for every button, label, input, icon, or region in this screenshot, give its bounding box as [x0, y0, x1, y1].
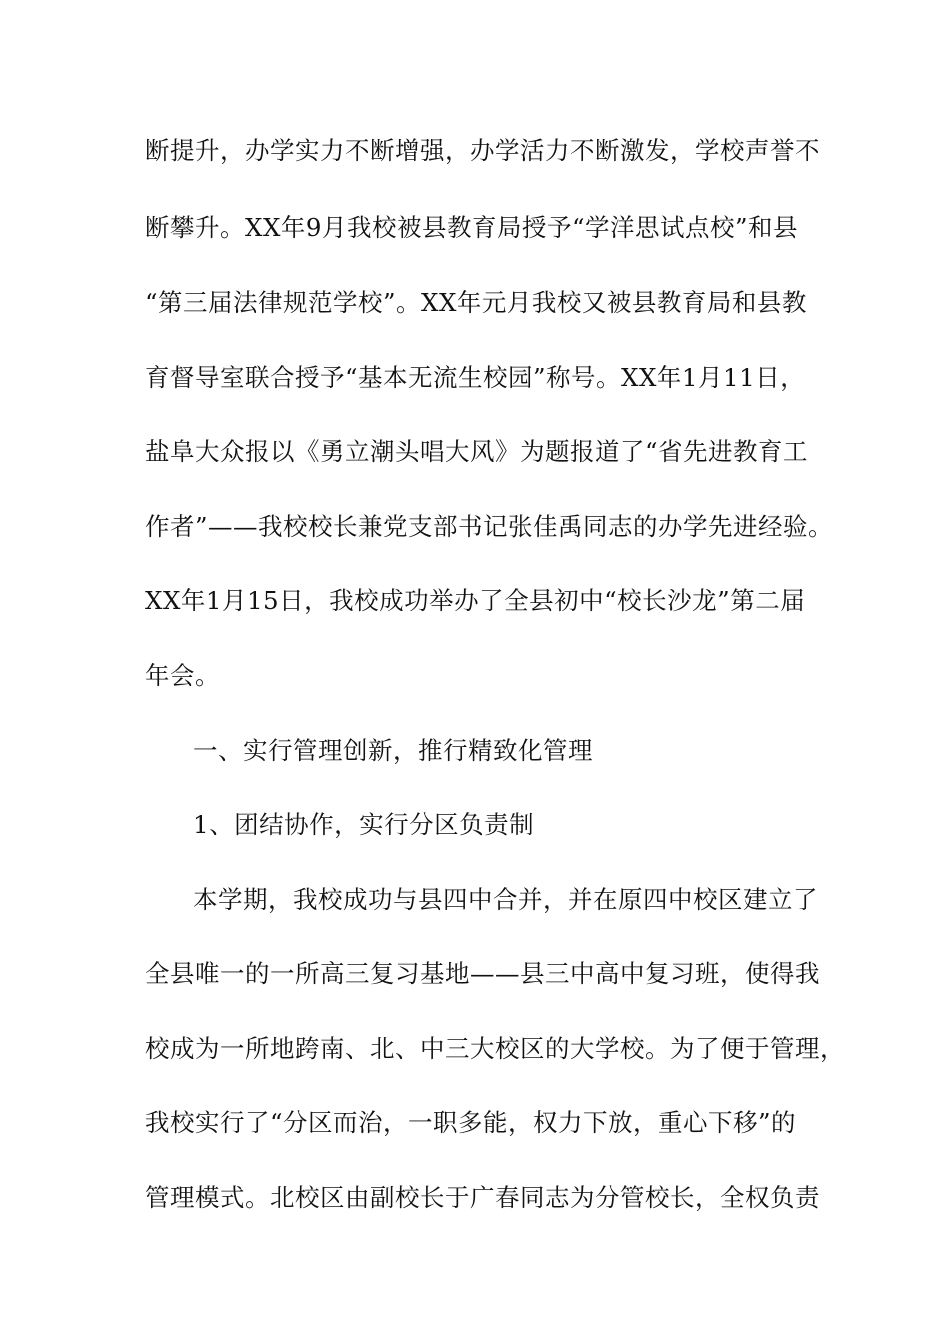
section-heading: 一、实行管理创新，推行精致化管理 [193, 736, 593, 765]
paragraph-line-4: 育督导室联合授予“基本无流生校园”称号。XX年1月11日， [145, 363, 806, 392]
paragraph-line-5: 盐阜大众报以《勇立潮头唱大风》为题报道了“省先进教育工 [145, 437, 809, 466]
paragraph-line-3: “第三届法律规范学校”。XX年元月我校又被县教育局和县教 [145, 288, 807, 317]
paragraph-line-12: 全县唯一的一所高三复习基地——县三中高中复习班，使得我 [145, 959, 820, 988]
paragraph-line-15: 管理模式。北校区由副校长于广春同志为分管校长，全权负责 [145, 1183, 820, 1212]
paragraph-line-8: 年会。 [145, 661, 220, 690]
paragraph-line-6: 作者”——我校校长兼党支部书记张佳禹同志的办学先进经验。 [145, 512, 834, 541]
paragraph-line-13: 校成为一所地跨南、北、中三大校区的大学校。为了便于管理， [145, 1034, 845, 1063]
paragraph-line-1: 断提升，办学实力不断增强，办学活力不断激发，学校声誉不 [145, 136, 820, 165]
subsection-heading: 1、团结协作，实行分区负责制 [193, 810, 535, 839]
paragraph-line-2: 断攀升。XX年9月我校被县教育局授予“学洋思试点校”和县 [145, 213, 799, 242]
paragraph-line-11: 本学期，我校成功与县四中合并，并在原四中校区建立了 [193, 885, 818, 914]
paragraph-line-7: XX年1月15日，我校成功举办了全县初中“校长沙龙”第二届 [145, 586, 806, 615]
paragraph-line-14: 我校实行了“分区而治，一职多能，权力下放，重心下移”的 [145, 1108, 797, 1137]
